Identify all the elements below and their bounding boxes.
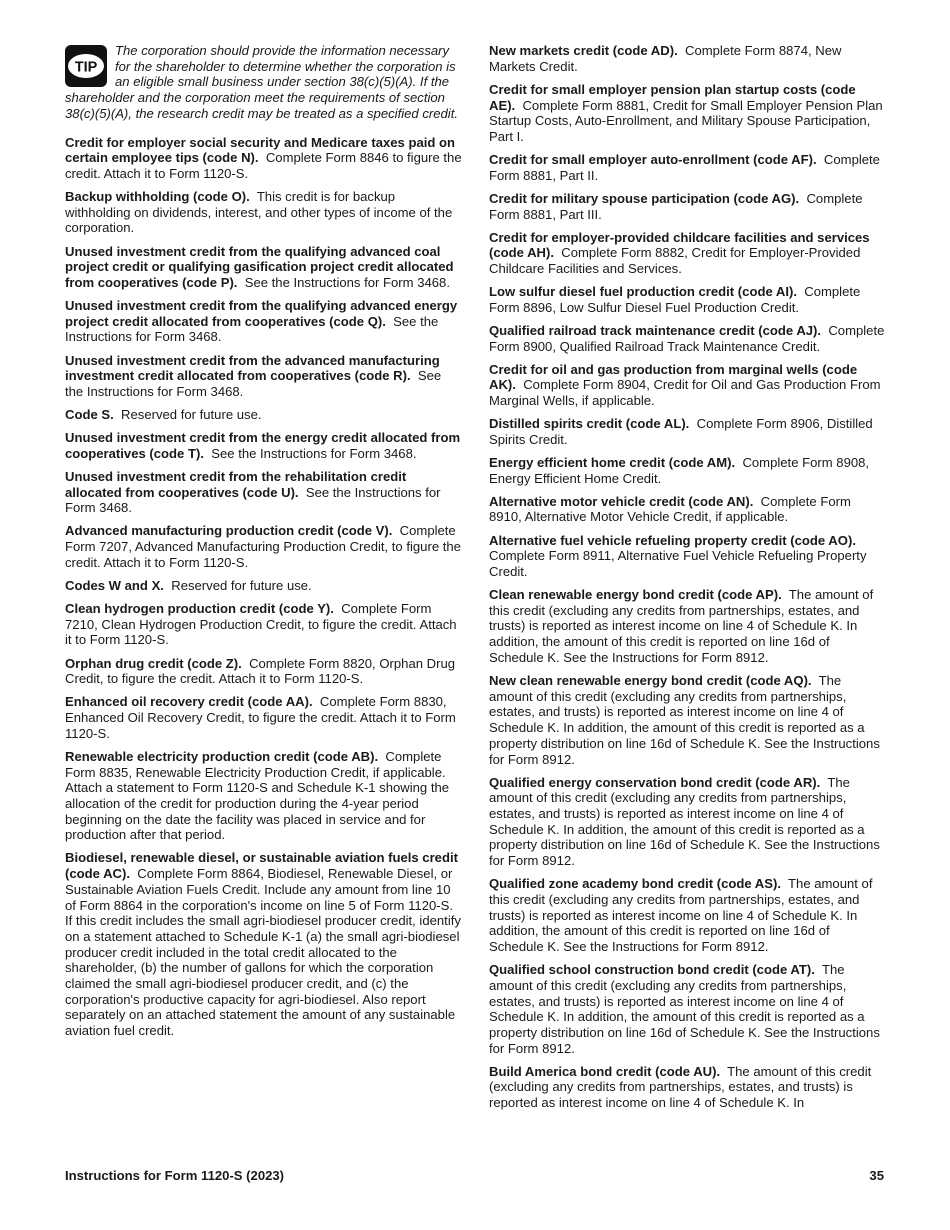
credit-heading: Credit for employer social security and Medicare taxes paid on certain employee tips (code N).	[65, 134, 456, 166]
credit-description: Complete Form 8881, Credit for Small Employer Pension Plan Startup Costs, Auto-Enrollment, and Military Spouse Participation, Part I.	[489, 97, 883, 144]
credit-heading: Backup withholding (code O).	[65, 189, 250, 205]
credit-paragraph	[489, 284, 887, 315]
credit-description: Complete Form 8910, Alternative Motor Vehicle Credit, if applicable.	[489, 493, 851, 525]
credit-heading: Alternative motor vehicle credit (code AN).	[489, 493, 754, 509]
right-column	[489, 43, 887, 1118]
credit-paragraph	[489, 587, 887, 666]
credit-description: Complete Form 8881, Part II.	[489, 152, 880, 183]
credit-heading: Credit for oil and gas production from marginal wells (code AK).	[489, 361, 858, 393]
credit-heading: Qualified energy conservation bond credit (code AR).	[489, 774, 821, 790]
credit-description: This credit is for backup withholding on dividends, interest, and other types of income of the corporation.	[65, 189, 453, 236]
credit-paragraph	[489, 876, 887, 955]
credit-paragraph	[489, 152, 887, 183]
credit-description: Complete Form 8846 to figure the credit. Attach it to Form 1120-S.	[65, 150, 462, 181]
credit-paragraph	[65, 694, 463, 741]
credit-paragraph	[489, 533, 887, 580]
credit-paragraph	[489, 416, 887, 447]
credit-paragraph	[489, 673, 887, 767]
credit-description: See the Instructions for Form 3468.	[65, 313, 439, 345]
footer-title: Instructions for Form 1120-S (2023)	[65, 1168, 285, 1183]
credit-heading: New clean renewable energy bond credit (code AQ).	[489, 672, 812, 688]
tip-icon	[65, 45, 107, 87]
credit-description: Complete Form 8882, Credit for Employer-Provided Childcare Facilities and Services.	[489, 245, 861, 276]
credit-heading: Unused investment credit from the qualifying advanced coal project credit or qualifying gasification project credit allocated from cooperatives (code P).	[65, 243, 454, 290]
credit-description: The amount of this credit (excluding any credits from partnerships, estates, and trusts) is reported as interest income on line 4 of Schedule K. In addition, the amount of this credit is reported as a property distribution on line 16d of Schedule K. See the Instructions for Form 8912.	[489, 774, 880, 869]
credit-description: Complete Form 7207, Advanced Manufacturing Production Credit, to figure the credit. Attach it to Form 1120-S.	[65, 523, 461, 570]
credit-heading: Credit for small employer pension plan startup costs (code AE).	[489, 81, 856, 113]
credit-description: Complete Form 8835, Renewable Electricity Production Credit, if applicable. Attach a statement to Form 1120-S and Schedule K-1 showing the allocation of the credit for production during the 4-year period beginning on the date the facility was placed in service and for production after that period.	[65, 748, 450, 843]
credit-heading: Unused investment credit from the rehabilitation credit allocated from cooperatives (code U).	[65, 468, 407, 500]
credit-description: The amount of this credit (excluding any credits from partnerships, estates, and trusts) is reported as interest income on line 4 of Schedule K. In addition, the amount of this credit is reported as a property distribution on line 16d of Schedule K. See the Instructions for Form 8912.	[489, 962, 880, 1056]
credit-heading: Alternative fuel vehicle refueling property credit (code AO).	[489, 532, 856, 548]
credit-paragraph	[65, 578, 463, 594]
credit-description: Complete Form 8830, Enhanced Oil Recovery Credit, to figure the credit. Attach it to Form 1120-S.	[65, 694, 456, 741]
left-column	[65, 43, 463, 1046]
credit-description: Complete Form 8906, Distilled Spirits Credit.	[489, 416, 873, 447]
credit-paragraph	[65, 298, 463, 345]
credit-paragraph	[65, 469, 463, 516]
credit-description: The amount of this credit (excluding any credits from partnerships, estates, and trusts) is reported as interest income on line 4 of Schedule K. In	[489, 1063, 872, 1111]
tip-box	[65, 43, 463, 122]
credit-paragraph	[489, 323, 887, 354]
credit-paragraph	[65, 135, 463, 182]
credit-paragraph	[65, 850, 463, 1038]
tip-icon-label: TIP	[74, 59, 98, 76]
credit-description: See the Instructions for Form 3468.	[244, 274, 450, 290]
credit-description: Reserved for future use.	[171, 577, 312, 593]
credit-paragraph	[489, 962, 887, 1056]
credit-description: The amount of this credit (excluding any credits from partnerships, estates, and trusts) is reported as interest income on line 4 of Schedule K. In addition, the amount of this credit is reported on line 16d of Schedule K. See the Instructions for Form 8912.	[489, 587, 874, 665]
credit-heading: Unused investment credit from the energy credit allocated from cooperatives (code T).	[65, 430, 461, 461]
credit-description: Complete Form 8900, Qualified Railroad Track Maintenance Credit.	[489, 322, 885, 354]
credit-heading: Qualified school construction bond credit (code AT).	[489, 962, 815, 978]
credit-paragraph	[489, 1064, 887, 1111]
credit-description: See the Instructions for Form 3468.	[65, 368, 442, 399]
tip-text: The corporation should provide the information necessary for the shareholder to determine whether the corporation is an eligible small business under section 38(c)(5)(A). If the shareholder and the corporation meet the requirements of section 38(c)(5)(A), the research credit may be treated as a specified credit.	[65, 43, 458, 121]
credit-heading: New markets credit (code AD).	[489, 43, 678, 58]
credit-description: Complete Form 8911, Alternative Fuel Vehicle Refueling Property Credit.	[489, 548, 867, 579]
credit-heading: Advanced manufacturing production credit (code V).	[65, 523, 393, 539]
credit-paragraph	[489, 230, 887, 277]
credit-description: Complete Form 8881, Part III.	[489, 190, 863, 222]
credit-heading: Energy efficient home credit (code AM).	[489, 454, 736, 470]
credit-heading: Clean renewable energy bond credit (code AP).	[489, 587, 782, 603]
credit-description: Complete Form 8896, Low Sulfur Diesel Fuel Production Credit.	[489, 284, 861, 315]
credit-paragraph	[65, 656, 463, 687]
credit-heading: Build America bond credit (code AU).	[489, 1063, 721, 1079]
credit-paragraph	[489, 455, 887, 486]
credit-paragraph	[65, 189, 463, 236]
credit-paragraph	[65, 430, 463, 461]
credit-paragraph	[489, 494, 887, 525]
credit-heading: Code S.	[65, 407, 114, 423]
credit-description: See the Instructions for Form 3468.	[65, 484, 441, 516]
credit-paragraph	[489, 43, 887, 74]
page-number: 35	[869, 1168, 884, 1183]
credit-heading: Biodiesel, renewable diesel, or sustainable aviation fuels credit (code AC).	[65, 850, 458, 882]
credit-heading: Codes W and X.	[65, 577, 164, 593]
credit-paragraph	[489, 362, 887, 409]
credit-description: Reserved for future use.	[121, 407, 262, 423]
credit-paragraph	[65, 523, 463, 570]
credit-paragraph	[65, 353, 463, 400]
credit-heading: Unused investment credit from the qualifying advanced energy project credit allocated from cooperatives (code Q).	[65, 298, 458, 329]
credit-heading: Renewable electricity production credit (code AB).	[65, 748, 379, 764]
credit-heading: Enhanced oil recovery credit (code AA).	[65, 694, 313, 710]
credit-paragraph	[65, 407, 463, 423]
credit-description: See the Instructions for Form 3468.	[211, 445, 417, 461]
credit-description: The amount of this credit (excluding any credits from partnerships, estates, and trusts) is reported as interest income on line 4 of Schedule K. In addition, the amount of this credit is reported as a property distribution on line 16d of Schedule K. See the Instructions for Form 8912.	[489, 672, 880, 767]
credit-description: Complete Form 8904, Credit for Oil and Gas Production From Marginal Wells, if applicable.	[489, 377, 881, 409]
credit-paragraph	[489, 775, 887, 869]
credit-heading: Low sulfur diesel fuel production credit (code AI).	[489, 284, 797, 300]
credit-description: Complete Form 7210, Clean Hydrogen Production Credit, to figure the credit. Attach it to Form 1120-S.	[65, 601, 457, 648]
credit-paragraph	[65, 601, 463, 648]
credit-heading: Clean hydrogen production credit (code Y).	[65, 601, 334, 616]
credit-heading: Credit for military spouse participation (code AG).	[489, 190, 800, 206]
credit-description: Complete Form 8820, Orphan Drug Credit, to figure the credit. Attach it to Form 1120-S.	[65, 655, 456, 687]
credit-heading: Orphan drug credit (code Z).	[65, 655, 242, 671]
credit-heading: Qualified zone academy bond credit (code AS).	[489, 876, 781, 892]
credit-paragraph	[65, 244, 463, 291]
credit-description: Complete Form 8874, New Markets Credit.	[489, 43, 842, 74]
credit-paragraph	[489, 191, 887, 222]
credit-heading: Credit for employer-provided childcare facilities and services (code AH).	[489, 229, 870, 261]
credit-heading: Unused investment credit from the advanced manufacturing investment credit allocated from cooperatives (code R).	[65, 352, 440, 384]
credit-description: Complete Form 8864, Biodiesel, Renewable Diesel, or Sustainable Aviation Fuels Credit. Include any amount from line 10 of Form 8864 in the corporation's income on line 5 of Form 1120-S. If this credit includes the small agri-biodiesel producer credit, identify on a statement attached to Schedule K-1 (a) the small agri-biodiesel producer credit included in the total credit allocated to the shareholder, (b) the number of gallons for which the corporation claimed the small agri-biodiesel producer credit, and (c) the corporation's productive capacity for agri-biodiesel. Also report separately on an attached statement the amount of any sustainable aviation fuel credit.	[65, 866, 461, 1039]
credit-heading: Distilled spirits credit (code AL).	[489, 416, 690, 432]
credit-heading: Qualified railroad track maintenance credit (code AJ).	[489, 322, 822, 338]
credit-heading: Credit for small employer auto-enrollment (code AF).	[489, 152, 817, 167]
credit-description: Complete Form 8908, Energy Efficient Home Credit.	[489, 454, 870, 486]
credit-paragraph	[65, 749, 463, 843]
credit-paragraph	[489, 82, 887, 145]
credit-description: The amount of this credit (excluding any credits from partnerships, estates, and trusts) is reported as interest income on line 4 of Schedule K. In addition, the amount of this credit is reported on line 16d of Schedule K. See the Instructions for Form 8912.	[489, 876, 873, 955]
